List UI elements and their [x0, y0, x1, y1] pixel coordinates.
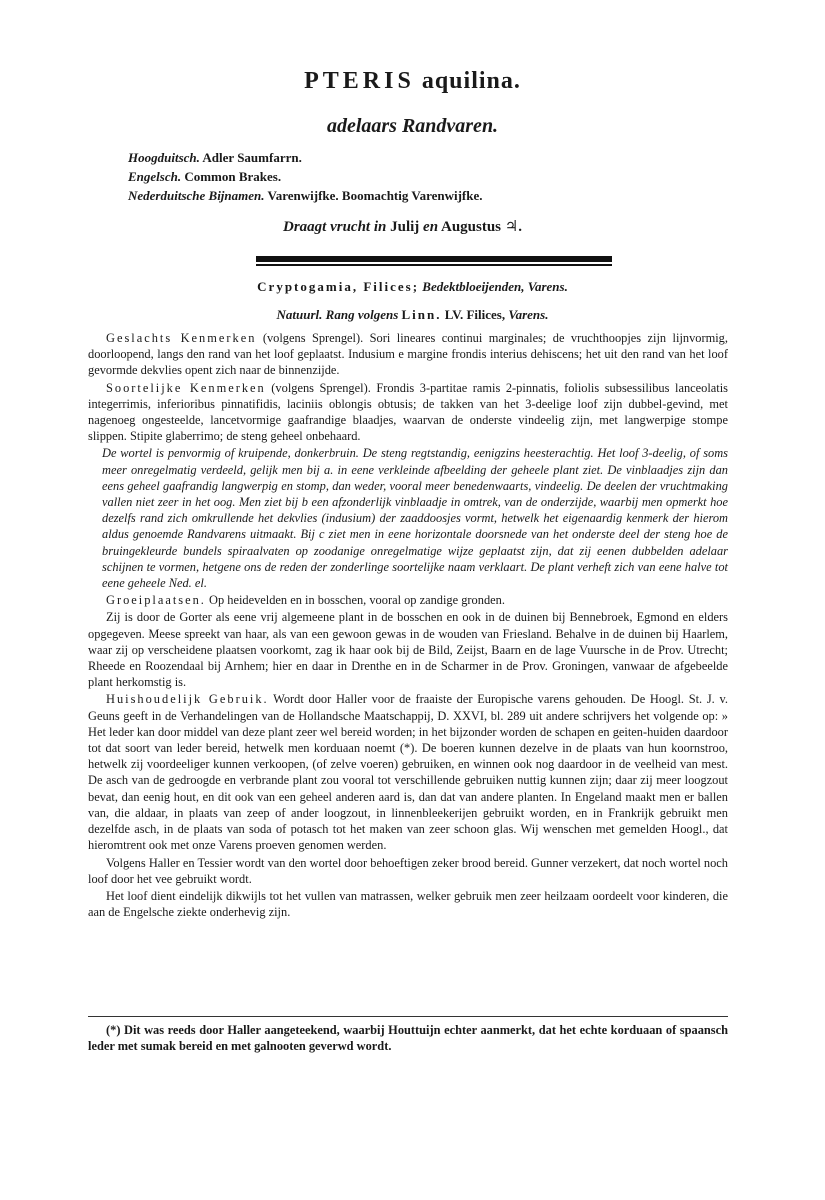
page-subtitle: adelaars Randvaren.: [326, 115, 499, 137]
fruiting-mid: en: [423, 219, 439, 235]
fruiting-month1: Julij: [390, 219, 420, 235]
name-value: Adler Saumfarrn.: [202, 150, 302, 165]
vernacular-names: [128, 148, 483, 205]
name-line: [128, 148, 483, 167]
class-rank: LV. Filices,: [444, 307, 506, 322]
section-heading: Geslachts Kenmerken: [106, 331, 257, 345]
fruiting-lead: Draagt vrucht in: [283, 219, 387, 235]
paragraph-text: Op heidevelden en in bosschen, vooral op zandige gronden.: [209, 593, 505, 608]
paragraph-description: De wortel is penvormig of kruipende, donkerbruin. De steng regtstandig, eenigzins heesterachtig. Het loof 3-deelig, of soms meer onregelmatig verdeeld, gelijk men bij a. in eene verkleinde afbeelding der geheele plant ziet. De vinblaadjes zijn dan eens geheel gaafrandig langwerpig en stomp, dan weder, vooral meer benedenwaarts, vindeelig. De deelen der vruchtmaking vallen niet zeer in het oog. Men ziet bij b een afzonderlijk vinblaadje in omtrek, van de onderzijde, waarbij men opmerkt hoe dezelfs rand zich omkrullende het dekvlies (indusium) der zaaddoosjes vormt, hetwelk het eigenaardig kenmerk der hierom aldus genoemde Randvarens uitmaakt. Bij c ziet men in eene horizontale doorsnede van het onderste deel der steng hoe de bruingekleurde bundels spiraalvaten op zoodanige onregelmatige wijze geplaatst zijn, dat zij eenen dubbelden adelaar schijnen te vormen, hetgene ons de reden der zonderlinge soortelijke naam verklaart. De plant verheft zich van eene halve tot eene geheele Ned. el.: [102, 446, 728, 591]
page-title: [0, 68, 825, 95]
section-heading: Huishoudelijk Gebruik.: [106, 692, 269, 707]
footnote-text: (*) Dit was reeds door Haller aangeteekend, waarbij Houttuijn echter aanmerkt, dat het echte korduaan of spaansch leder met sumak bereid en met galnooten geverwd wordt.: [88, 1023, 728, 1053]
paragraph-uses: [88, 691, 728, 853]
name-label: Hoogduitsch.: [128, 150, 200, 165]
class-rank-end: Varens.: [508, 307, 549, 322]
name-value: Varenwijfke. Boomachtig Varenwijfke.: [267, 188, 483, 203]
footnote-divider: [88, 1016, 728, 1017]
title-genus: PTERIS: [304, 68, 415, 94]
paragraph-text: (volgens Sprengel). Sori lineares continui marginales; de vruchthoopjes zijn lijnvormig, doorloopend, langs den rand van het loof geplaatst. Indusium e margine frondis interius dehiscens; het uit den rand van het loof gevormde dekvlies opent zich naar de binnenzijde.: [88, 331, 728, 378]
paragraph-genus: [88, 330, 728, 379]
paragraph-species: [88, 380, 728, 445]
class-linnaean: Cryptogamia, Filices;: [257, 279, 420, 294]
divider-thick: [256, 256, 612, 262]
title-species: aquilina.: [421, 68, 521, 94]
class-author: Linn.: [401, 307, 442, 322]
paragraph-habitat: [88, 592, 728, 608]
paragraph-localities: Zij is door de Gorter als eene vrij algemeene plant in de bosschen en ook in de duinen bij Bennebroek, Egmond en elders opgegeven. Meese spreekt van haar, als van een gewoon gewas in de wouden van Friesland. Behalve in de duinen bij Haarlem, waar zij op verscheidene plaatsen voorkomt, zag ik haar ook bij de Bild, Zeijst, Baarn en de lage Vuursche in de Prov. Utrecht; Rheede en Roozendaal bij Arnhem; hier en daar in Drenthe en in de Scharmer in de Prov. Groningen, vanwaar de afgebeelde plant herkomstig is.: [88, 610, 728, 690]
paragraph-bread: Volgens Haller en Tessier wordt van den wortel door behoeftigen zeker brood bereid. Gunner verzekert, dat noch wortel noch loof door het vee gebruikt wordt.: [88, 855, 728, 886]
paragraph-mattress: Het loof dient eindelijk dikwijls tot het vullen van matrassen, welker gebruik men zeer heilzaam oordeelt voor kinderen, die aan de Engelsche ziekte onderhevig zijn.: [88, 888, 728, 920]
name-label: Engelsch.: [128, 169, 182, 184]
name-line: [128, 167, 483, 186]
class-dutch: Bedektbloeijenden, Varens.: [422, 279, 568, 294]
divider-thin: [256, 264, 612, 266]
fruiting-month2: Augustus ♃.: [440, 219, 522, 235]
section-heading: Soortelijke Kenmerken: [106, 380, 266, 395]
footnote: [88, 1022, 728, 1054]
name-label: Nederduitsche Bijnamen.: [128, 188, 265, 203]
main-text: [88, 330, 728, 921]
class-rank-lead: Natuurl. Rang volgens: [276, 307, 399, 322]
name-value: Common Brakes.: [184, 169, 282, 184]
paragraph-text: Wordt door Haller voor de fraaiste der Europische varens gehouden. De Hoogl. St. J. v. Geuns geeft in de Verhandelingen van de Hollandsche Maatschappij, D. XXVI, bl. 289 uit andere schrijvers het volgende op: » Het leder kan door middel van deze plant zeer wel bereid worden; in het bijzonder worden de schapen en geiten-huiden daardoor tot dat soort van leder bereid, hetwelk men korduaan noemt (*). De boeren kunnen dezelve in de plaats van hun koornstroo, hetwelk zij voordeeliger kunnen verkoopen, (of zelve voeren) gebruiken, en winnen ook nog daardoor in de veelheid van mest. De asch van de gedroogde en verbrande plant zou vooral tot verschillende gebruiken nuttig kunnen zijn; daar zij meer loogzout bevat, dan eenig hout, en dit ook van een geheel anderen aard is, dan dat van andere planten. In Engeland maakt men er ballen van, die aldaar, in plaats van zeep of ander loogzout, in linnenbleekerijen gebruikt worden, en in Frankrijk gebruikt men dezelfde asch, in de plaats van soda of potasch tot het maken van zeer schoon glas. Wij wenschen met gemelden Hoogl., dat hieromtrent ook met onze Varens proeven genomen werden.: [88, 692, 728, 853]
section-heading: Groeiplaatsen.: [106, 593, 206, 608]
paragraph-text: (volgens Sprengel). Frondis 3-partitae ramis 2-pinnatis, foliolis subsessilibus lanceolatis integerrimis, inferioribus pinnatifidis, laciniis oblongis obtusis; de takken van het 3-deelige loof zijn dubbel-gevind, met nagenoeg ongesteelde, lancetvormige gaafrandige blaadjes, waarvan de onderste vindeelig zijn, met langwerpige stompe slippen. Stipite glaberrimo; de steng geheel onbehaard.: [88, 380, 728, 444]
classification-line-2: [0, 307, 825, 323]
fruiting-period: [283, 217, 522, 236]
classification-line-1: [0, 279, 825, 295]
name-line: [128, 186, 483, 205]
